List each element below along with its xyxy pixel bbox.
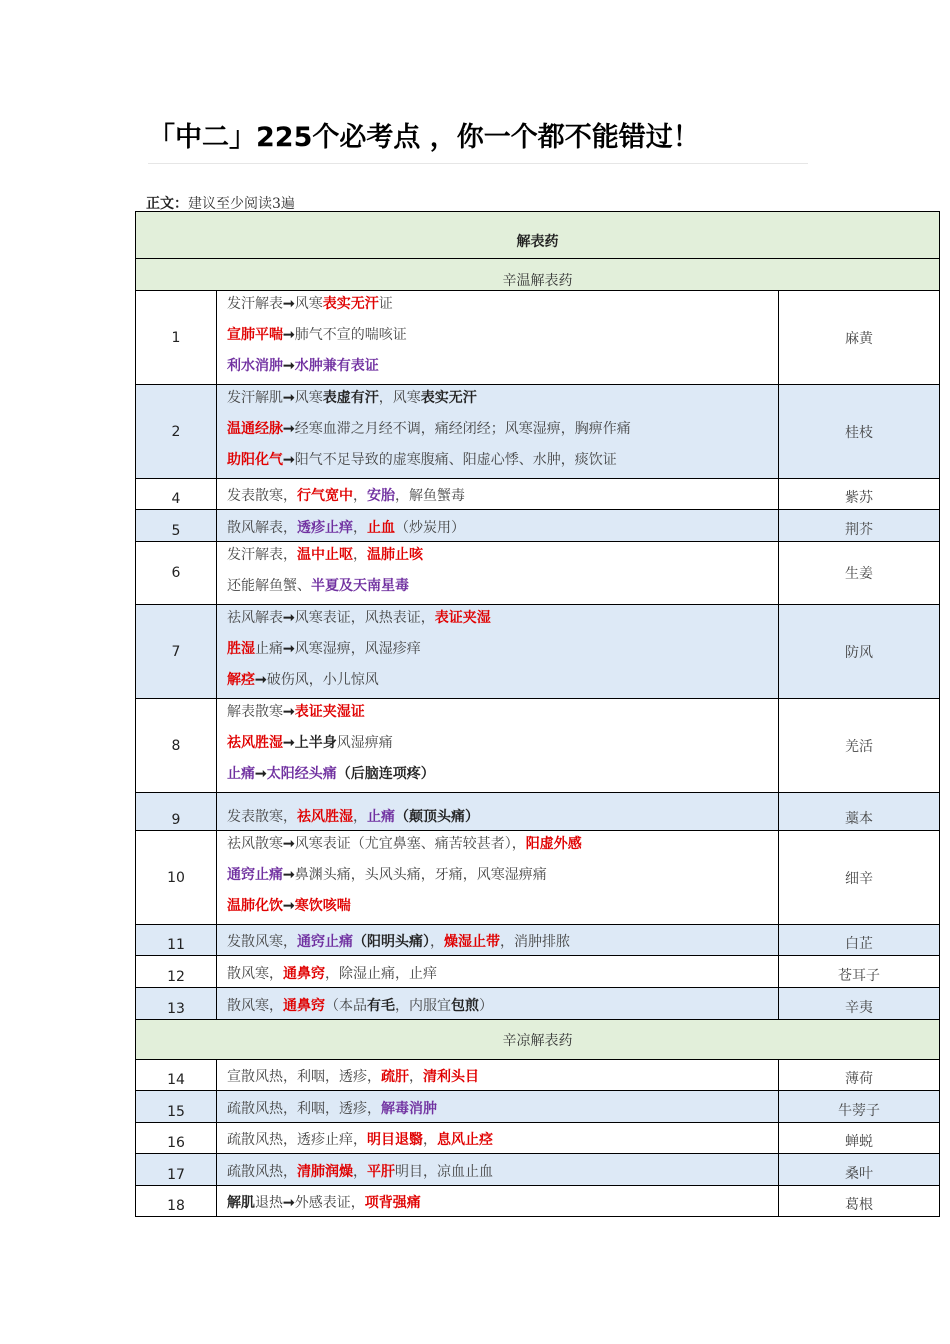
table-row (136, 988, 940, 1020)
effect-line (227, 1190, 778, 1216)
effect-text: 解肌 (227, 1195, 255, 1211)
herb-name: 葛根 (779, 1186, 940, 1217)
effect-text: 发汗解表， (227, 547, 297, 563)
herb-name: 麻黄 (779, 291, 940, 385)
effect-text: 通鼻窍 (283, 998, 325, 1014)
table-row (136, 793, 940, 831)
row-number: 13 (136, 988, 217, 1020)
effect-text: （本品 (325, 998, 367, 1014)
effect-text: ， (353, 488, 367, 504)
row-number: 15 (136, 1091, 217, 1123)
effect-text: 有毛 (367, 998, 395, 1014)
effect-line (227, 929, 778, 955)
effect-text: 退热 (255, 1195, 283, 1211)
arrow-icon: ➞ (255, 766, 267, 782)
row-effects (217, 1186, 779, 1217)
effect-text: 表证夹湿证 (294, 704, 365, 720)
effect-text: ， (353, 1164, 367, 1180)
effect-text: 止血 (367, 520, 395, 536)
arrow-icon: ➞ (283, 296, 295, 312)
effect-text: 利水消肿 (227, 358, 283, 374)
row-effects (217, 510, 779, 542)
row-effects (217, 831, 779, 925)
effect-line (227, 804, 778, 830)
effect-line (227, 1159, 778, 1185)
effect-text: 发散风寒， (227, 934, 297, 950)
table-row (136, 831, 940, 925)
effect-text: ， (430, 934, 444, 950)
arrow-icon: ➞ (283, 898, 295, 914)
effect-line (227, 831, 778, 862)
effect-text: 项背强痛 (364, 1195, 421, 1211)
effect-text: （阳明头痛） (353, 934, 430, 950)
row-number: 16 (136, 1123, 217, 1154)
row-effects (217, 1060, 779, 1091)
effect-text: 还能解鱼蟹、 (227, 578, 311, 594)
page-title: 「中二」225个必考点 ，你一个都不能错过！ (148, 122, 700, 153)
effect-text: 止痛 (227, 766, 255, 782)
effect-text: 宣散风热，利咽，透疹， (227, 1069, 381, 1085)
effect-text: 肺气不宣的喘咳证 (294, 327, 407, 343)
effect-text: （后脑连项疼） (336, 766, 435, 782)
section-title-row (136, 212, 940, 259)
herb-name: 细辛 (779, 831, 940, 925)
effect-line (227, 291, 778, 322)
herb-name: 藁本 (779, 793, 940, 831)
effect-text: 寒饮咳喘 (294, 898, 351, 914)
effect-text: 风寒表证（尤宜鼻塞、痛苦较甚者）， (294, 836, 526, 852)
effect-line (227, 862, 778, 893)
effect-text: 止痛 (255, 641, 283, 657)
effect-text: 解毒消肿 (381, 1101, 437, 1117)
table-row (136, 1060, 940, 1091)
effect-text: 止痛 (367, 809, 395, 825)
effect-text: 风湿痹痛 (336, 735, 393, 751)
row-number: 9 (136, 793, 217, 831)
effect-text: 明目退翳 (367, 1132, 423, 1148)
subsection-title-row (136, 1020, 940, 1060)
effect-text: 半夏及天南星毒 (311, 578, 409, 594)
effect-line (227, 416, 778, 447)
herb-name: 蝉蜕 (779, 1123, 940, 1154)
row-number: 10 (136, 831, 217, 925)
row-effects (217, 1091, 779, 1123)
effect-text: 经寒血滞之月经不调，痛经闭经；风寒湿痹，胸痹作痛 (294, 421, 631, 437)
effect-text: ， (353, 547, 367, 563)
subsection-title: 辛温解表药 (136, 259, 940, 291)
table-row (136, 956, 940, 988)
effect-text: ） (479, 998, 493, 1014)
herb-name: 薄荷 (779, 1060, 940, 1091)
effect-text: 燥湿止带 (444, 934, 500, 950)
effect-text: ， (423, 1132, 437, 1148)
effect-text: 外感表证， (294, 1195, 365, 1211)
effect-text: 表实无汗 (322, 296, 379, 312)
effect-text: 通窍止痛 (297, 934, 353, 950)
herb-name: 白芷 (779, 925, 940, 956)
row-effects (217, 1123, 779, 1154)
effect-text: 水肿兼有表证 (294, 358, 379, 374)
row-effects (217, 385, 779, 479)
effect-text: ，解鱼蟹毒 (395, 488, 465, 504)
effect-text: （颠顶头痛） (395, 809, 479, 825)
effect-line (227, 1064, 778, 1090)
effect-text: ， (353, 520, 367, 536)
effect-line (227, 605, 778, 636)
arrow-icon: ➞ (283, 1195, 295, 1211)
effect-text: 疏肝 (381, 1069, 409, 1085)
effect-line (227, 699, 778, 730)
arrow-icon: ➞ (283, 452, 295, 468)
row-effects (217, 699, 779, 793)
row-number: 5 (136, 510, 217, 542)
effect-text: 宣肺平喘 (227, 327, 283, 343)
title-divider (148, 163, 808, 164)
row-number: 14 (136, 1060, 217, 1091)
effect-text: 行气宽中 (297, 488, 353, 504)
effect-text: 疏散风热，透疹止痒， (227, 1132, 367, 1148)
arrow-icon: ➞ (255, 672, 267, 688)
row-effects (217, 479, 779, 510)
section-title: 解表药 (136, 212, 940, 259)
table-row (136, 510, 940, 542)
herb-name: 生姜 (779, 542, 940, 605)
arrow-icon: ➞ (283, 641, 295, 657)
intro-text: 建议至少阅读3遍 (188, 196, 295, 212)
effect-text: 息风止痉 (437, 1132, 493, 1148)
herb-table (135, 211, 940, 1217)
effect-line (227, 761, 778, 792)
herb-name: 紫苏 (779, 479, 940, 510)
arrow-icon: ➞ (283, 421, 295, 437)
effect-text: 温肺止咳 (367, 547, 423, 563)
effect-text: 鼻渊头痛，头风头痛，牙痛，风寒湿痹痛 (294, 867, 547, 883)
effect-line (227, 667, 778, 698)
effect-text: 温肺化饮 (227, 898, 283, 914)
herb-name: 辛夷 (779, 988, 940, 1020)
table-row (136, 925, 940, 956)
effect-text: 表虚有汗 (322, 390, 379, 406)
effect-text: 上半身 (294, 735, 337, 751)
effect-text: 祛风散寒 (227, 836, 283, 852)
effect-text: 疏散风热， (227, 1164, 297, 1180)
effect-line (227, 542, 778, 573)
effect-text: 明目，凉血止血 (395, 1164, 493, 1180)
effect-text: 太阳经头痛 (266, 766, 337, 782)
row-number: 2 (136, 385, 217, 479)
row-number: 7 (136, 605, 217, 699)
effect-text: 发汗解肌 (227, 390, 283, 406)
arrow-icon: ➞ (283, 704, 295, 720)
herb-name: 防风 (779, 605, 940, 699)
effect-text: ，风寒 (378, 390, 421, 406)
effect-text: 祛风胜湿 (297, 809, 353, 825)
row-effects (217, 925, 779, 956)
arrow-icon: ➞ (283, 836, 295, 852)
arrow-icon: ➞ (283, 610, 295, 626)
effect-line (227, 322, 778, 353)
table-row (136, 1123, 940, 1154)
herb-name: 荆芥 (779, 510, 940, 542)
effect-text: 风寒湿痹，风湿疹痒 (294, 641, 421, 657)
effect-text: ， (353, 809, 367, 825)
herb-name: 桑叶 (779, 1154, 940, 1186)
effect-text: 透疹止痒 (297, 520, 353, 536)
effect-line (227, 893, 778, 924)
effect-text: 阳气不足导致的虚寒腹痛、阳虚心悸、水肿，痰饮证 (294, 452, 617, 468)
effect-text: 祛风胜湿 (227, 735, 283, 751)
row-effects (217, 1154, 779, 1186)
effect-line (227, 515, 778, 541)
effect-line (227, 1096, 778, 1122)
row-number: 8 (136, 699, 217, 793)
herb-name: 苍耳子 (779, 956, 940, 988)
table-row (136, 1091, 940, 1123)
effect-text: ，除湿止痛，止痒 (325, 966, 437, 982)
effect-text: ， (409, 1069, 423, 1085)
effect-text: 发汗解表 (227, 296, 283, 312)
row-number: 12 (136, 956, 217, 988)
effect-line (227, 961, 778, 987)
table-row (136, 479, 940, 510)
effect-line (227, 993, 778, 1019)
effect-line (227, 730, 778, 761)
effect-text: 安胎 (367, 488, 395, 504)
row-effects (217, 542, 779, 605)
effect-text: 祛风解表 (227, 610, 283, 626)
effect-text: 疏散风热，利咽，透疹， (227, 1101, 381, 1117)
effect-text: 风寒 (294, 296, 323, 312)
table-row (136, 699, 940, 793)
effect-text: ，内服宜 (395, 998, 451, 1014)
arrow-icon: ➞ (283, 390, 295, 406)
row-effects (217, 291, 779, 385)
effect-text: 散风解表， (227, 520, 297, 536)
effect-text: 破伤风，小儿惊风 (266, 672, 379, 688)
subsection-title: 辛凉解表药 (136, 1020, 940, 1060)
effect-text: 助阳化气 (227, 452, 283, 468)
effect-line (227, 1127, 778, 1153)
arrow-icon: ➞ (283, 867, 295, 883)
row-number: 17 (136, 1154, 217, 1186)
row-number: 18 (136, 1186, 217, 1217)
effect-text: 解表散寒 (227, 704, 283, 720)
table-row (136, 605, 940, 699)
effect-text: 清肺润燥 (297, 1164, 353, 1180)
herb-name: 桂枝 (779, 385, 940, 479)
effect-text: 散风寒， (227, 998, 283, 1014)
table-row (136, 1154, 940, 1186)
effect-text: 解痉 (227, 672, 255, 688)
effect-line (227, 573, 778, 604)
arrow-icon: ➞ (283, 327, 295, 343)
effect-text: 证 (378, 296, 393, 312)
effect-text: 风寒表证，风热表证， (294, 610, 435, 626)
effect-line (227, 447, 778, 478)
row-number: 4 (136, 479, 217, 510)
effect-text: 风寒 (294, 390, 323, 406)
effect-text: 包煎 (451, 998, 479, 1014)
effect-text: 发表散寒， (227, 488, 297, 504)
row-effects (217, 605, 779, 699)
row-number: 1 (136, 291, 217, 385)
table-row (136, 291, 940, 385)
effect-line (227, 636, 778, 667)
table-row (136, 1186, 940, 1217)
effect-text: 表证夹湿 (434, 610, 491, 626)
effect-text: （炒炭用） (395, 520, 465, 536)
effect-text: 胜湿 (227, 641, 255, 657)
effect-text: 通窍止痛 (227, 867, 283, 883)
arrow-icon: ➞ (283, 358, 295, 374)
table-row (136, 385, 940, 479)
effect-line (227, 353, 778, 384)
effect-text: 平肝 (367, 1164, 395, 1180)
effect-text: 通鼻窍 (283, 966, 325, 982)
row-effects (217, 988, 779, 1020)
effect-text: 表实无汗 (420, 390, 477, 406)
effect-text: 温中止呕 (297, 547, 353, 563)
effect-text: 清利头目 (423, 1069, 479, 1085)
row-effects (217, 956, 779, 988)
row-effects (217, 793, 779, 831)
effect-text: ，消肿排脓 (500, 934, 570, 950)
arrow-icon: ➞ (283, 735, 295, 751)
herb-table-body (136, 212, 940, 1217)
intro-label: 正文： (146, 196, 188, 212)
effect-text: 发表散寒， (227, 809, 297, 825)
effect-text: 温通经脉 (227, 421, 283, 437)
effect-text: 阳虚外感 (525, 836, 582, 852)
effect-line (227, 483, 778, 509)
row-number: 11 (136, 925, 217, 956)
effect-line (227, 385, 778, 416)
row-number: 6 (136, 542, 217, 605)
subsection-title-row (136, 259, 940, 291)
herb-name: 牛蒡子 (779, 1091, 940, 1123)
effect-text: 散风寒， (227, 966, 283, 982)
table-row (136, 542, 940, 605)
herb-name: 羌活 (779, 699, 940, 793)
